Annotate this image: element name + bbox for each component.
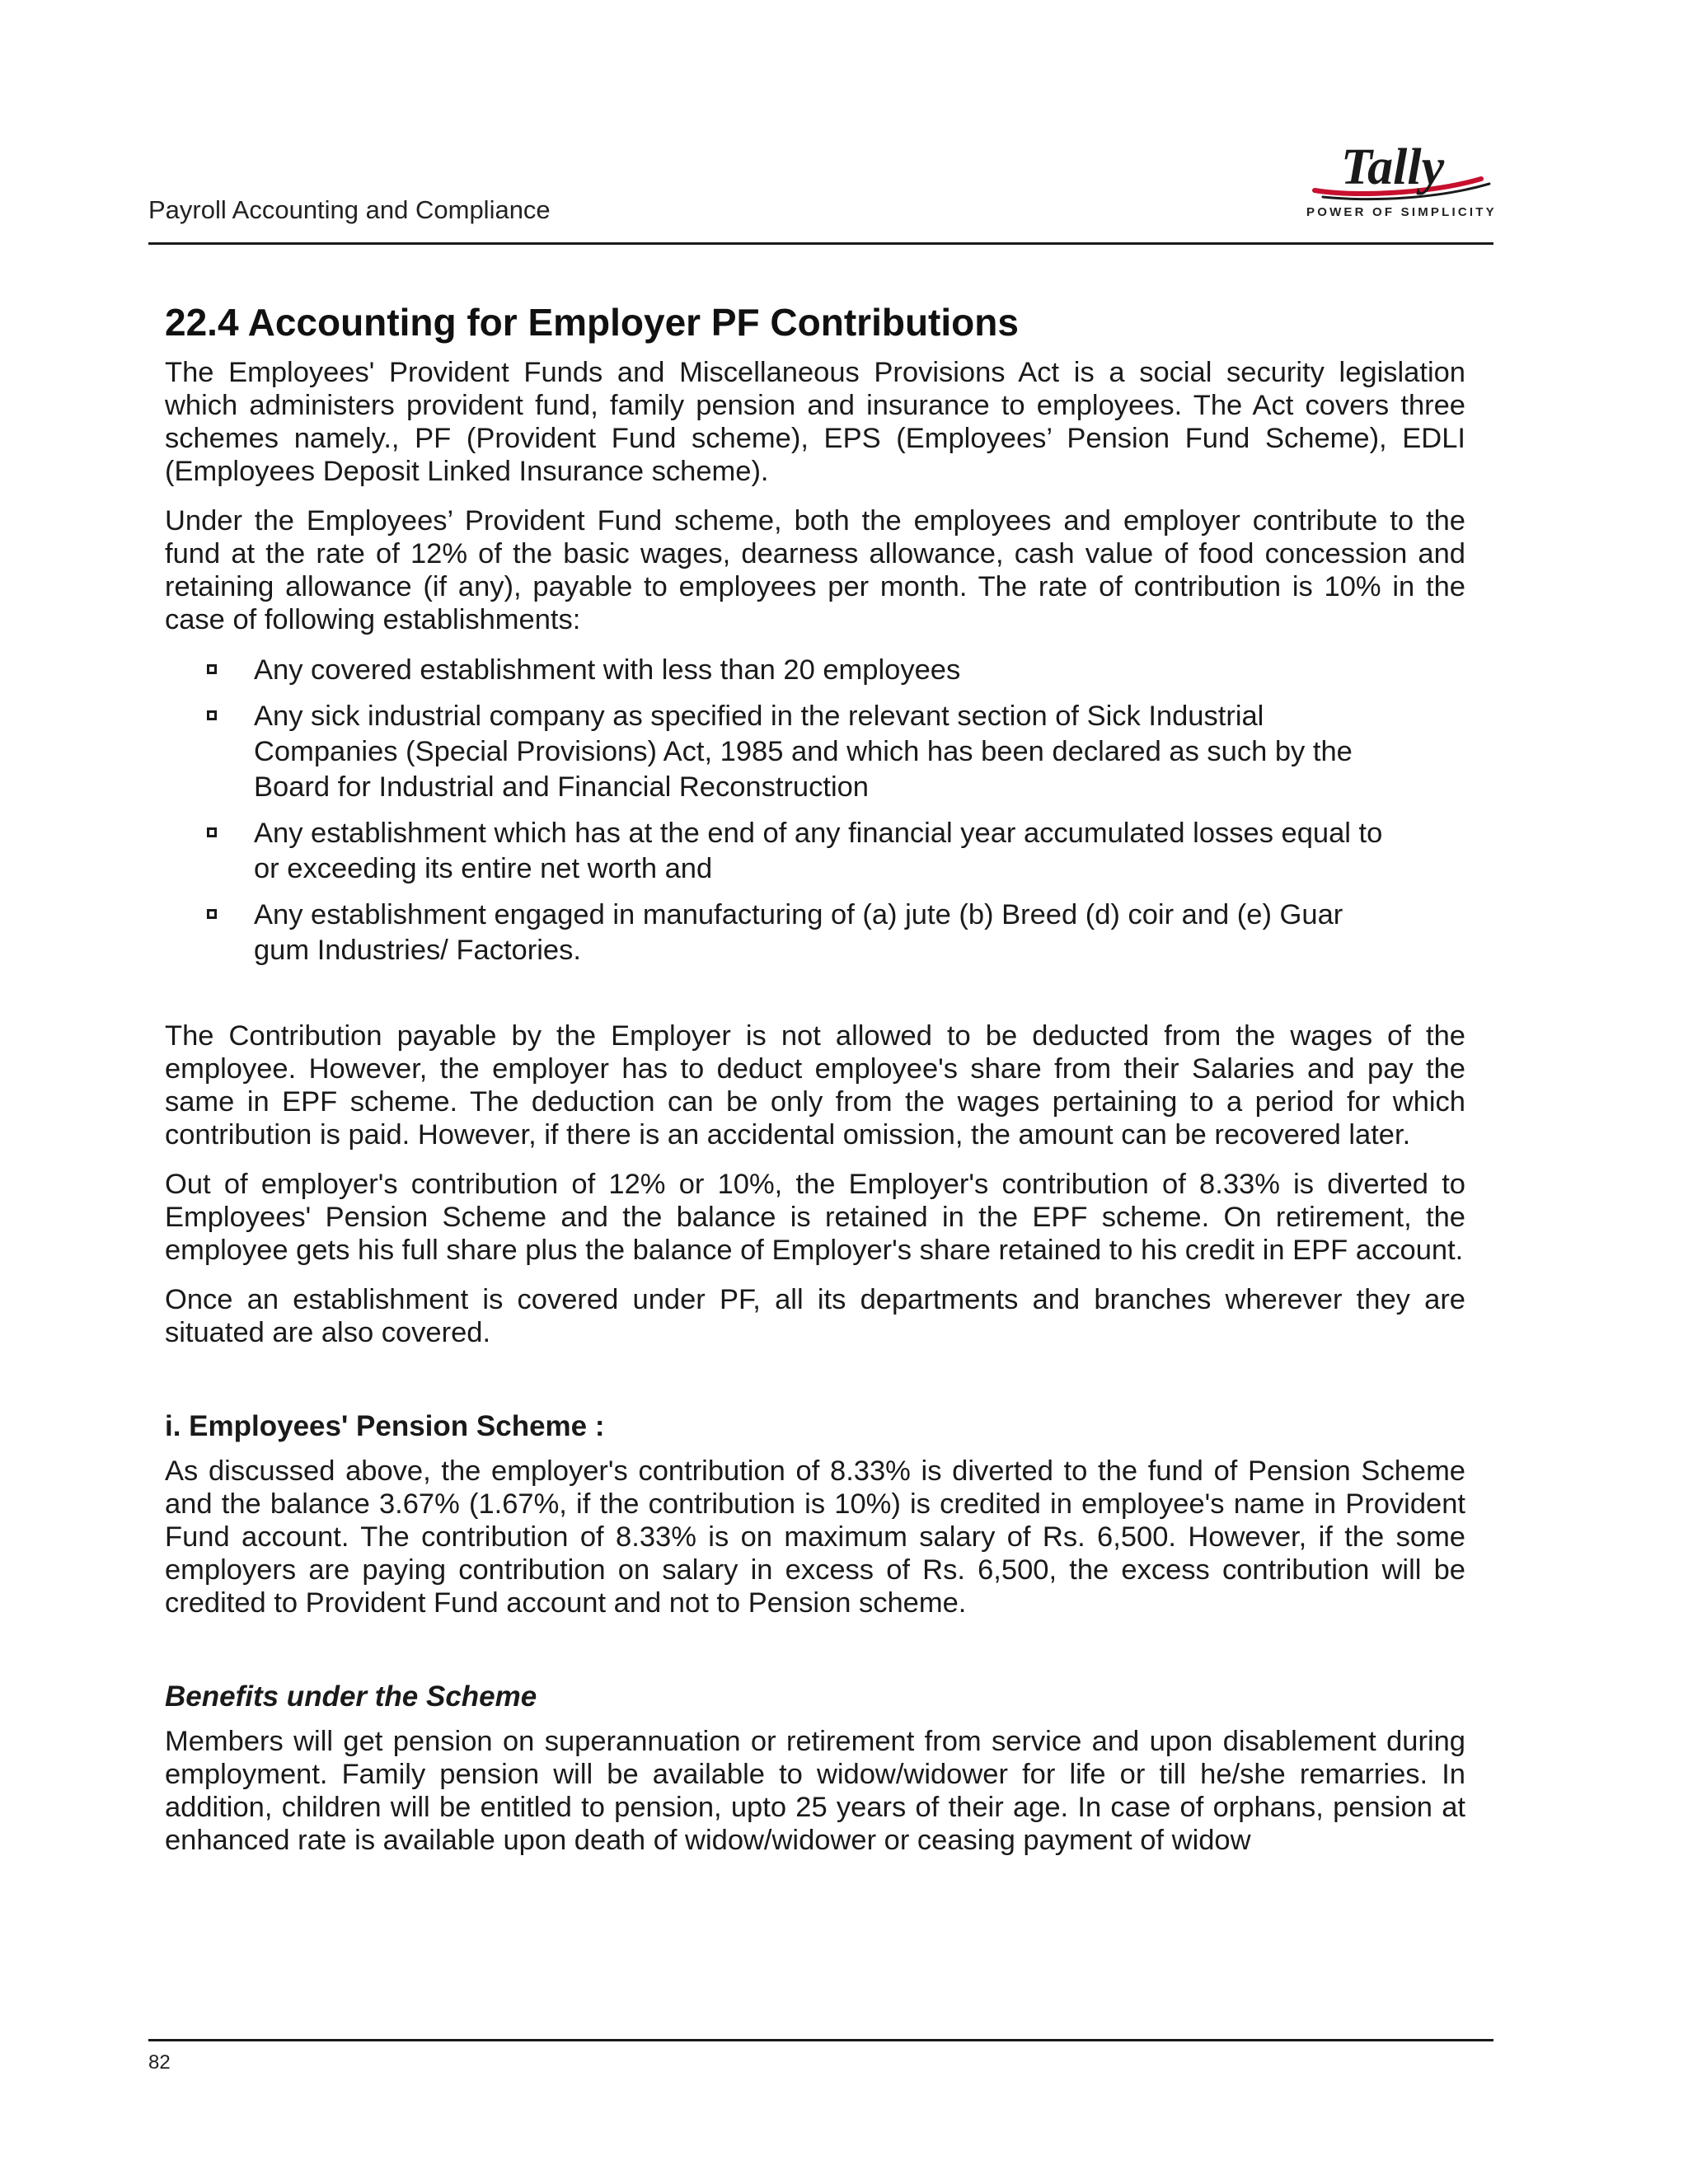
section-heading: 22.4 Accounting for Employer PF Contributions (165, 301, 1019, 344)
square-bullet-icon (207, 710, 217, 720)
page-body (165, 298, 1465, 1857)
logo-tagline: POWER OF SIMPLICITY (1306, 205, 1497, 219)
list-item-text: Any establishment which has at the end of any financial year accumulated losses equal to or exceeding its entire net worth and (254, 818, 1383, 884)
body-paragraph: Once an establishment is covered under PF, all its departments and branches wherever they are situated are also covered. (165, 1284, 1465, 1348)
tally-wordmark-graphic (1306, 136, 1498, 205)
running-header: Payroll Accounting and Compliance (148, 195, 551, 224)
benefits-heading: Benefits under the Scheme (165, 1680, 537, 1713)
body-paragraph: Out of employer's contribution of 12% or 10%, the Employer's contribution of 8.33% is diverted to Employees' Pension Scheme and the balance is retained in the EPF scheme. On retirement, the employee gets his full share plus the balance of Employer's share retained to his credit in EPF account. (165, 1169, 1465, 1266)
logo-wordmark: Tally (1341, 139, 1445, 195)
list-item (165, 653, 1400, 688)
body-paragraph: The Contribution payable by the Employer is not allowed to be deducted from the wages of the employee. However, the employer has to deduct employee's share from their Salaries and pay the same in EPF scheme. The deduction can be only from the wages pertaining to a period for which contribution is paid. However, if there is an accidental omission, the amount can be recovered later. (165, 1020, 1465, 1151)
list-item (165, 898, 1400, 968)
pension-scheme-paragraph: As discussed above, the employer's contribution of 8.33% is diverted to the fund of Pension Scheme and the balance 3.67% (1.67%, if the contribution is 10%) is credited in employee's name in Provident Fund account. The contribution of 8.33% is on maximum salary of Rs. 6,500. However, if the some employers are paying contribution on salary in excess of Rs. 6,500, the excess contribution will be credited to Provident Fund account and not to Pension scheme. (165, 1455, 1465, 1619)
list-item-text: Any establishment engaged in manufacturing of (a) jute (b) Breed (d) coir and (e) Guar gum Industries/ Factories. (254, 899, 1343, 966)
square-bullet-icon (207, 664, 217, 674)
list-item-text: Any covered establishment with less than 20 employees (254, 654, 961, 686)
benefits-paragraph: Members will get pension on superannuation or retirement from service and upon disablement during employment. Family pension will be available to widow/widower for life or till he/she remarries. In addition, children will be entitled to pension, upto 25 years of their age. In case of orphans, pension at enhanced rate is available upon death of widow/widower or ceasing payment of widow (165, 1726, 1465, 1856)
list-item-text: Any sick industrial company as specified in the relevant section of Sick Industrial Companies (Special Provisions) Act, 1985 and which has been declared as such by the Board for Industrial and Financial Reconstruction (254, 701, 1353, 803)
intro-paragraph: The Employees' Provident Funds and Miscellaneous Provisions Act is a social security legislation which administers provident fund, family pension and insurance to employees. The Act covers three schemes namely., PF (Provident Fund scheme), EPS (Employees’ Pension Fund Scheme), EDLI (Employees Deposit Linked Insurance scheme). (165, 357, 1465, 487)
pension-scheme-heading: i. Employees' Pension Scheme : (165, 1410, 605, 1442)
establishment-list (165, 653, 1465, 968)
tally-logo (1306, 136, 1498, 225)
list-item (165, 816, 1400, 887)
intro-paragraph: Under the Employees’ Provident Fund scheme, both the employees and employer contribute to the fund at the rate of 12% of the basic wages, dearness allowance, cash value of food concession and retaining allowance (if any), payable to employees per month. The rate of contribution is 10% in the case of following establishments: (165, 505, 1465, 635)
square-bullet-icon (207, 827, 217, 837)
square-bullet-icon (207, 909, 217, 919)
list-item (165, 699, 1400, 805)
page-number: 82 (148, 2051, 171, 2074)
footer-rule (148, 2039, 1493, 2041)
header-rule (148, 242, 1493, 245)
